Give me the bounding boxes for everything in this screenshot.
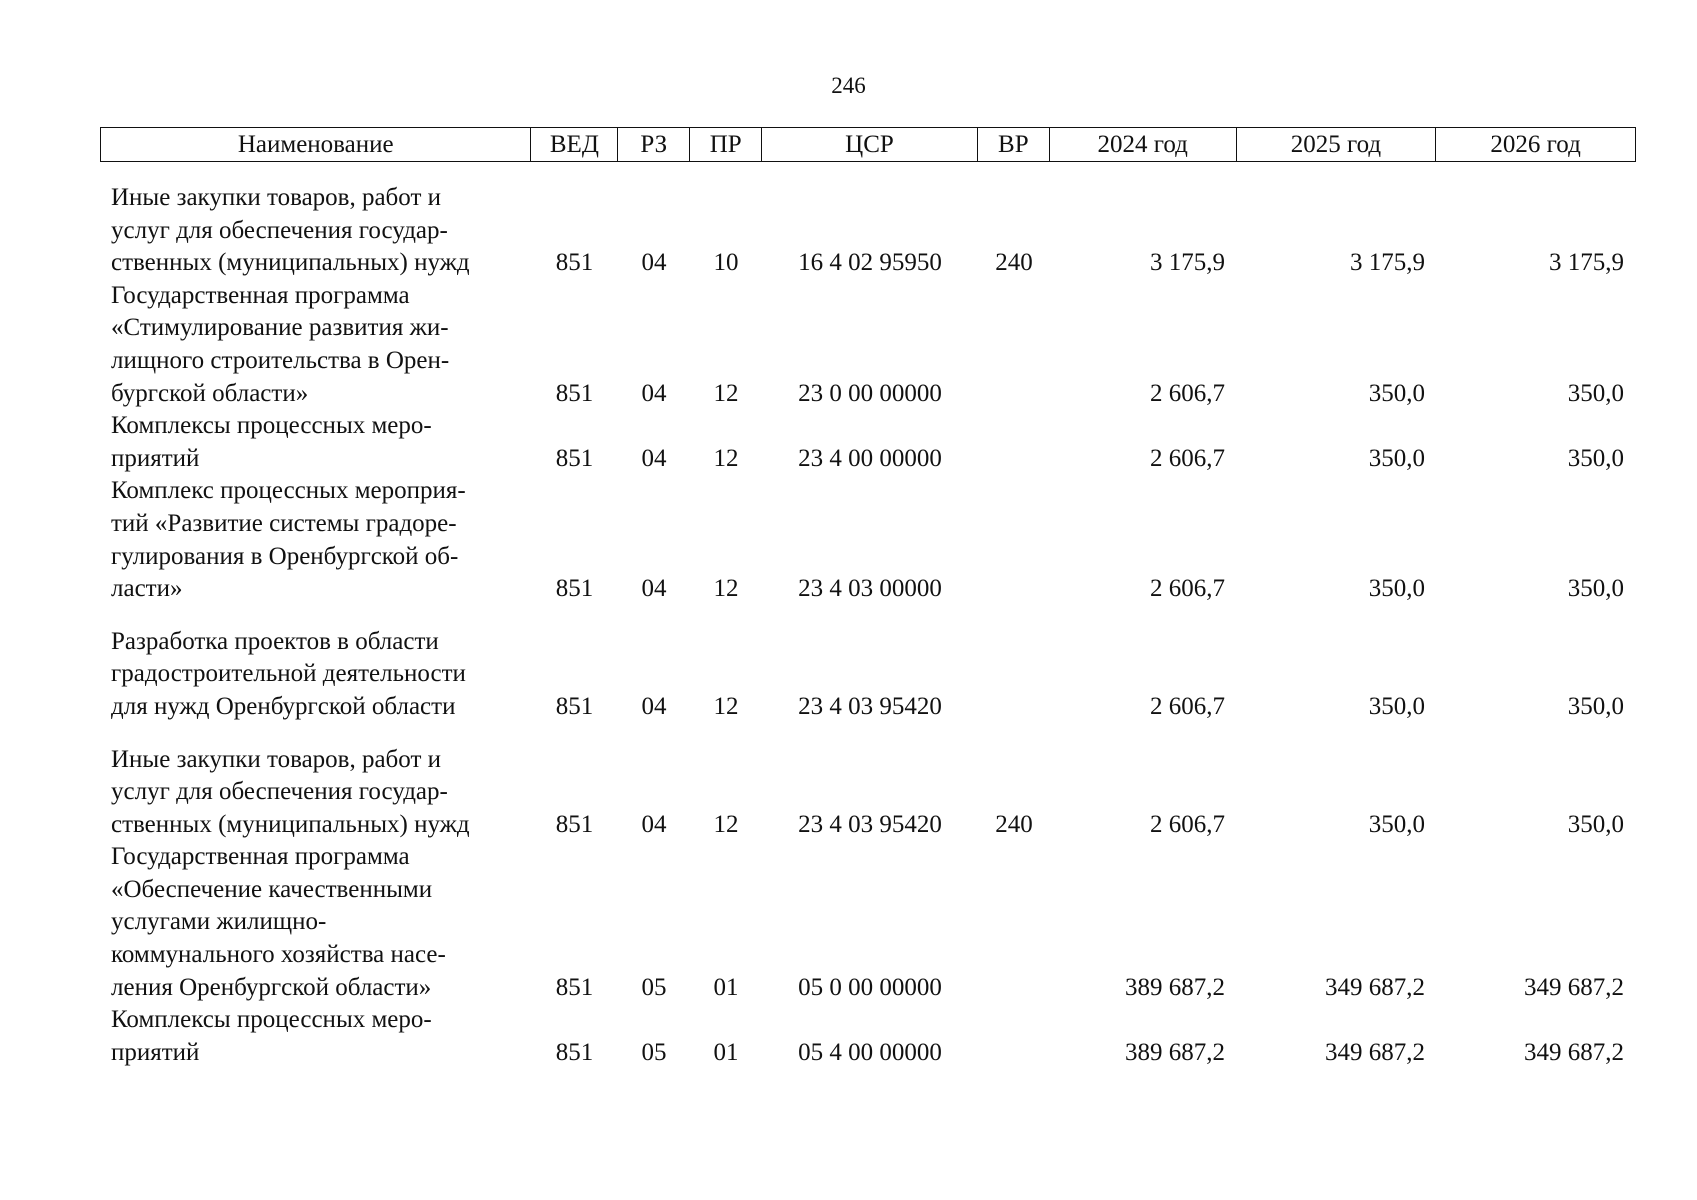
header-2024: 2024 год: [1050, 128, 1237, 161]
row-ved: 851: [555, 444, 594, 472]
row-ved: 851: [555, 379, 594, 407]
header-pr: ПР: [690, 128, 762, 161]
row-ved: 851: [555, 810, 594, 838]
row-rz: 04: [641, 444, 667, 472]
header-csr: ЦСР: [762, 128, 978, 161]
header-rz: РЗ: [618, 128, 690, 161]
row-pr: 10: [713, 249, 739, 277]
row-rz: 05: [641, 973, 667, 1001]
row-2025: 350,0: [1368, 575, 1425, 603]
row-csr: 23 4 03 95420: [798, 692, 942, 720]
row-vr: 240: [995, 249, 1033, 277]
row-rz: 04: [641, 692, 667, 720]
row-csr: 05 0 00 00000: [798, 973, 942, 1001]
table-body: [100, 182, 1636, 1069]
row-2024: 2 606,7: [1150, 692, 1225, 720]
table-row: [100, 744, 1636, 842]
row-rz: 04: [641, 249, 667, 277]
row-2026: 350,0: [1567, 692, 1624, 720]
table-header: [100, 127, 1636, 162]
table-row: [100, 626, 1636, 724]
row-pr: 12: [713, 810, 739, 838]
row-name: Иные закупки товаров, работ и услуг для обеспечения государ- ственных (муниципальных) нужд: [111, 184, 470, 277]
row-ved: 851: [555, 575, 594, 603]
row-2025: 349 687,2: [1325, 1038, 1425, 1066]
row-csr: 23 0 00 00000: [798, 379, 942, 407]
row-csr: 05 4 00 00000: [798, 1038, 942, 1066]
row-2026: 349 687,2: [1524, 973, 1624, 1001]
row-csr: 16 4 02 95950: [798, 249, 942, 277]
row-2026: 349 687,2: [1524, 1038, 1624, 1066]
row-vr: 240: [995, 810, 1033, 838]
row-csr: 23 4 00 00000: [798, 444, 942, 472]
row-ved: 851: [555, 973, 594, 1001]
table-row: [100, 280, 1636, 410]
table-row: [100, 841, 1636, 1004]
header-ved: ВЕД: [531, 128, 618, 161]
row-2024: 389 687,2: [1125, 1038, 1225, 1066]
row-2026: 350,0: [1567, 575, 1624, 603]
row-pr: 01: [713, 1038, 739, 1066]
header-2025: 2025 год: [1237, 128, 1437, 161]
row-pr: 12: [713, 692, 739, 720]
row-2025: 350,0: [1368, 379, 1425, 407]
row-2026: 3 175,9: [1549, 249, 1624, 277]
row-2026: 350,0: [1567, 810, 1624, 838]
table-row: [100, 475, 1636, 605]
page-number: 246: [831, 73, 866, 98]
row-2025: 349 687,2: [1325, 973, 1425, 1001]
row-pr: 01: [713, 973, 739, 1001]
row-2025: 350,0: [1368, 444, 1425, 472]
row-rz: 04: [641, 379, 667, 407]
row-rz: 04: [641, 810, 667, 838]
row-name: Комплексы процессных меро- приятий: [111, 1006, 432, 1066]
row-name: Иные закупки товаров, работ и услуг для обеспечения государ- ственных (муниципальных) нужд: [111, 745, 470, 838]
row-rz: 04: [641, 575, 667, 603]
row-2024: 389 687,2: [1125, 973, 1225, 1001]
row-2024: 2 606,7: [1150, 379, 1225, 407]
row-ved: 851: [555, 692, 594, 720]
row-csr: 23 4 03 95420: [798, 810, 942, 838]
table-row: [100, 182, 1636, 280]
row-ved: 851: [555, 1038, 594, 1066]
row-2024: 2 606,7: [1150, 575, 1225, 603]
row-2025: 350,0: [1368, 810, 1425, 838]
row-pr: 12: [713, 444, 739, 472]
row-rz: 05: [641, 1038, 667, 1066]
row-2024: 2 606,7: [1150, 810, 1225, 838]
row-2025: 350,0: [1368, 692, 1425, 720]
row-name: Государственная программа «Стимулирование развития жи- лищного строительства в Орен- бургской области»: [111, 281, 450, 407]
row-2026: 350,0: [1567, 444, 1624, 472]
row-name: Разработка проектов в области градостроительной деятельности для нужд Оренбургской области: [111, 627, 466, 720]
row-csr: 23 4 03 00000: [798, 575, 942, 603]
row-name: Комплекс процессных мероприя- тий «Развитие системы градоре- гулирования в Оренбургской об- ласти»: [111, 477, 466, 603]
row-pr: 12: [713, 379, 739, 407]
row-2026: 350,0: [1567, 379, 1624, 407]
row-2025: 3 175,9: [1350, 249, 1425, 277]
row-2024: 3 175,9: [1150, 249, 1225, 277]
table-row: [100, 1004, 1636, 1069]
row-2024: 2 606,7: [1150, 444, 1225, 472]
header-vr: ВР: [978, 128, 1050, 161]
header-name: Наименование: [101, 128, 531, 161]
header-2026: 2026 год: [1490, 130, 1581, 158]
row-name: Комплексы процессных меро- приятий: [111, 412, 432, 472]
row-pr: 12: [713, 575, 739, 603]
row-ved: 851: [555, 249, 594, 277]
table-row: [100, 410, 1636, 475]
row-name: Государственная программа «Обеспечение качественными услугами жилищно- коммунального хозяйства насе- ления Оренбургской области»: [111, 843, 446, 1001]
